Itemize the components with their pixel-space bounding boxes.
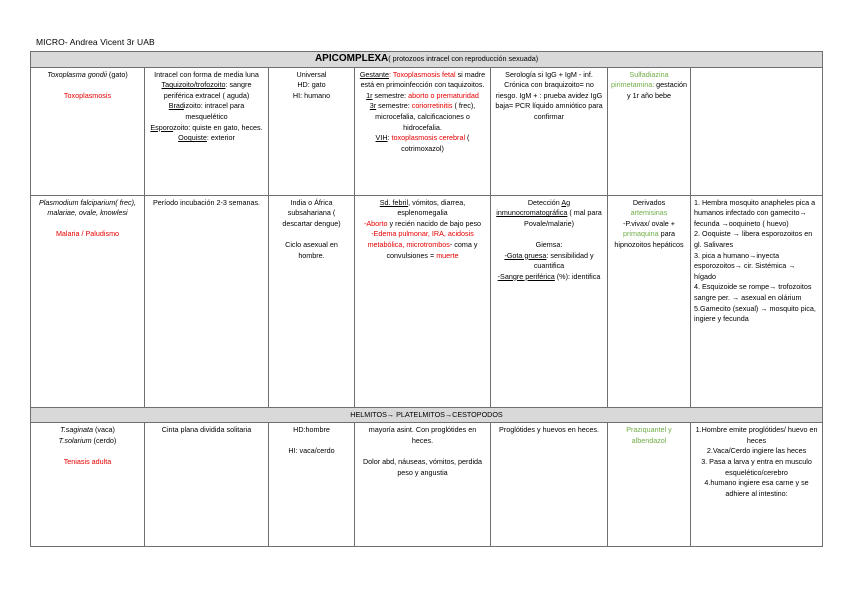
document-title: MICRO- Andrea Vicent 3r UAB (36, 37, 155, 47)
clin-label: VIH (375, 133, 388, 143)
table-row-plasmodium (31, 195, 823, 407)
cycle-step: 2.Vaca/Cerdo ingiere las heces (706, 446, 807, 456)
host-text: HD: gato (297, 80, 326, 90)
treat-text: Derivados (632, 197, 666, 207)
morph-text: : sangre periférica extracel ( aguda) (163, 80, 252, 100)
disease-name: Malaria / Paludismo (55, 229, 120, 239)
clin-label: 1r (366, 90, 373, 100)
clin-text: ( frec), microcefalia, calcificaciones o hidrocefalia. (375, 101, 476, 132)
clin-red: -Aborto (363, 218, 388, 228)
cell-clinical (355, 195, 491, 407)
clin-label: Sd. febril (379, 197, 409, 207)
morph-label: Esporo (150, 122, 174, 132)
diag-label: -Sangre periférica (497, 271, 555, 281)
organism-host: (gato) (106, 69, 128, 79)
cell-clinical (355, 67, 491, 195)
cell-diagnosis (491, 67, 608, 195)
organism-host: (vaca) (92, 425, 115, 435)
morph-text: : exterior (206, 133, 235, 143)
organism-host: (cerdo) (91, 435, 117, 445)
cell-organism (31, 67, 145, 195)
helmintos-header-row (31, 407, 823, 423)
cell-diagnosis (491, 423, 608, 547)
organism-name: T.solarium (58, 435, 92, 445)
cell-hosts (269, 67, 355, 195)
clin-red: : Toxoplasmosis fetal (389, 69, 456, 79)
cell-cycle (691, 67, 823, 195)
micro-table (30, 51, 823, 547)
cycle-step: 4. Esquizoide se rompe→ trofozoitos sangre per. → asexual en olárium (694, 282, 812, 302)
diag-text: ( mal para Povale/malarie) (524, 208, 602, 228)
cell-morphology (145, 67, 269, 195)
treat-drug: artemisinas (630, 208, 668, 218)
clin-red: -Edema pulmonar, IRA, acidosis metabólica, microtrombos (367, 229, 474, 249)
host-text: HI: vaca/cerdo (288, 446, 335, 456)
helmintos-header: HELMITOS→ PLATELMITOS→CESTOPODOS (31, 407, 823, 423)
morph-text: Cinta plana dividida solitaria (161, 425, 252, 435)
table-row-taenia (31, 423, 823, 547)
clin-text: semestre: (372, 90, 409, 100)
apicomplexa-header-row (31, 52, 823, 68)
clin-red: coriorretinitis (411, 101, 453, 111)
cell-cycle (691, 423, 823, 547)
cell-organism (31, 423, 145, 547)
diag-text: Proglótides y huevos en heces. (499, 425, 599, 435)
clin-text: y recién nacido de bajo peso (387, 218, 482, 228)
cycle-step: 2. Ooquiste → libera esporozoitos en gl. Salivares (694, 229, 813, 249)
host-text: Ciclo asexual en hombre. (285, 239, 338, 260)
morph-text: Intracel con forma de media luna (154, 69, 259, 79)
diag-text: Serología si IgG + IgM - inf. Crónica con braquizoito= no riesgo. IgM + : prueba avidez IgG baja= PCR líquido amniótico para confirmar (495, 69, 603, 121)
clin-text: - coma y convulsiones = (386, 239, 478, 260)
clin-text: , vómitos, diarrea, esplenomegalia (397, 197, 466, 218)
diag-text: (%): identifica (554, 271, 601, 281)
morph-text: zoito: quiste en gato, heces. (173, 122, 263, 132)
organism-name: Toxoplasma gondii (47, 69, 107, 79)
cycle-step: 4.humano ingiere esa carne y se adhiere al intestino: (704, 478, 809, 498)
morph-label: Brad (168, 101, 184, 111)
cycle-step: 3. pica a humano→inyecta esporozoitos→ cir. Sistémica → hígado (694, 250, 796, 281)
table-row-toxoplasma (31, 67, 823, 195)
diag-label: Ag inmunocromatográfica (496, 197, 571, 218)
cycle-step: 1. Hembra mosquito anapheles pica a humanos infectado con gamecito→ fecunda →ooquineto ( huevo) (694, 197, 816, 228)
diag-text: Giemsa: (535, 239, 563, 249)
clin-red: muerte (436, 250, 459, 260)
diag-label: -Gota gruesa (504, 250, 547, 260)
host-text: HD:hombre (293, 425, 330, 435)
disease-name: Toxoplasmosis (63, 90, 112, 100)
treat-text: gestación y 1r año bebe (627, 80, 687, 100)
morph-label: Ooquiste (178, 133, 207, 143)
cycle-step: 3. Pasa a larva y entra en musculo esquelético/cerebro (701, 456, 812, 477)
clin-label: 3r (369, 101, 377, 111)
clin-text: : (387, 133, 392, 143)
organism-name: Plasmodium falciparium( frec), malariae, ovale, knowlesi (38, 197, 137, 218)
host-text: India o África subsahariana ( descartar dengue) (282, 197, 341, 228)
disease-name: Teniasis adulta (63, 456, 112, 466)
treat-drug: primaquina (623, 229, 659, 239)
clin-text: Dolor abd, náuseas, vómitos, perdida peso y angustia (362, 456, 483, 477)
host-text: Universal (296, 69, 327, 79)
cell-treatment (608, 67, 691, 195)
cell-treatment (608, 423, 691, 547)
treat-text: -P.vivax/ ovale + (622, 218, 675, 228)
organism-name: T.saginata (60, 425, 93, 435)
cell-morphology (145, 423, 269, 547)
host-text: HI: humano (292, 90, 331, 100)
cell-clinical (355, 423, 491, 547)
clin-text: si madre está en primoinfección con taquizoitos. (360, 69, 486, 90)
diag-text: : sensibilidad y cuantifica (533, 250, 594, 271)
clin-text: ( cotrimoxazol) (401, 133, 470, 153)
morph-text: izoito: intracel para mesquelético (183, 101, 245, 121)
clin-red: toxoplasmosis cerebral (391, 133, 466, 143)
cell-organism (31, 195, 145, 407)
cell-treatment (608, 195, 691, 407)
morph-text: Período incubación 2-3 semanas. (152, 197, 261, 207)
morph-label: Taquizoito/trofozoito (161, 80, 226, 90)
cell-diagnosis (491, 195, 608, 407)
apicomplexa-title: APICOMPLEXA (314, 53, 389, 64)
cell-hosts (269, 195, 355, 407)
clin-label: Gestante (359, 69, 389, 79)
treat-drug: Praziquantel y albendazol (626, 425, 672, 445)
cell-morphology (145, 195, 269, 407)
treat-text: para hipnozoitos hepáticos (614, 229, 684, 249)
cell-hosts (269, 423, 355, 547)
clin-text: semestre: (376, 101, 412, 111)
cell-cycle (691, 195, 823, 407)
clin-red: aborto o prematuridad (408, 90, 479, 100)
diag-text: Detección (527, 197, 562, 207)
apicomplexa-header (31, 52, 823, 68)
apicomplexa-subtitle: ( protozoos intracel con reproducción sexuada) (388, 54, 539, 63)
clin-text: mayoría asint. Con proglótides en heces. (368, 425, 477, 445)
cycle-step: 5.Gamecito (sexual) → mosquito pica, ingiere y fecunda (694, 303, 816, 324)
cycle-step: 1.Hombre emite proglótides/ huevo en heces (695, 425, 818, 445)
treat-drug: Sulfadiazina pirimetamina: (611, 69, 669, 90)
